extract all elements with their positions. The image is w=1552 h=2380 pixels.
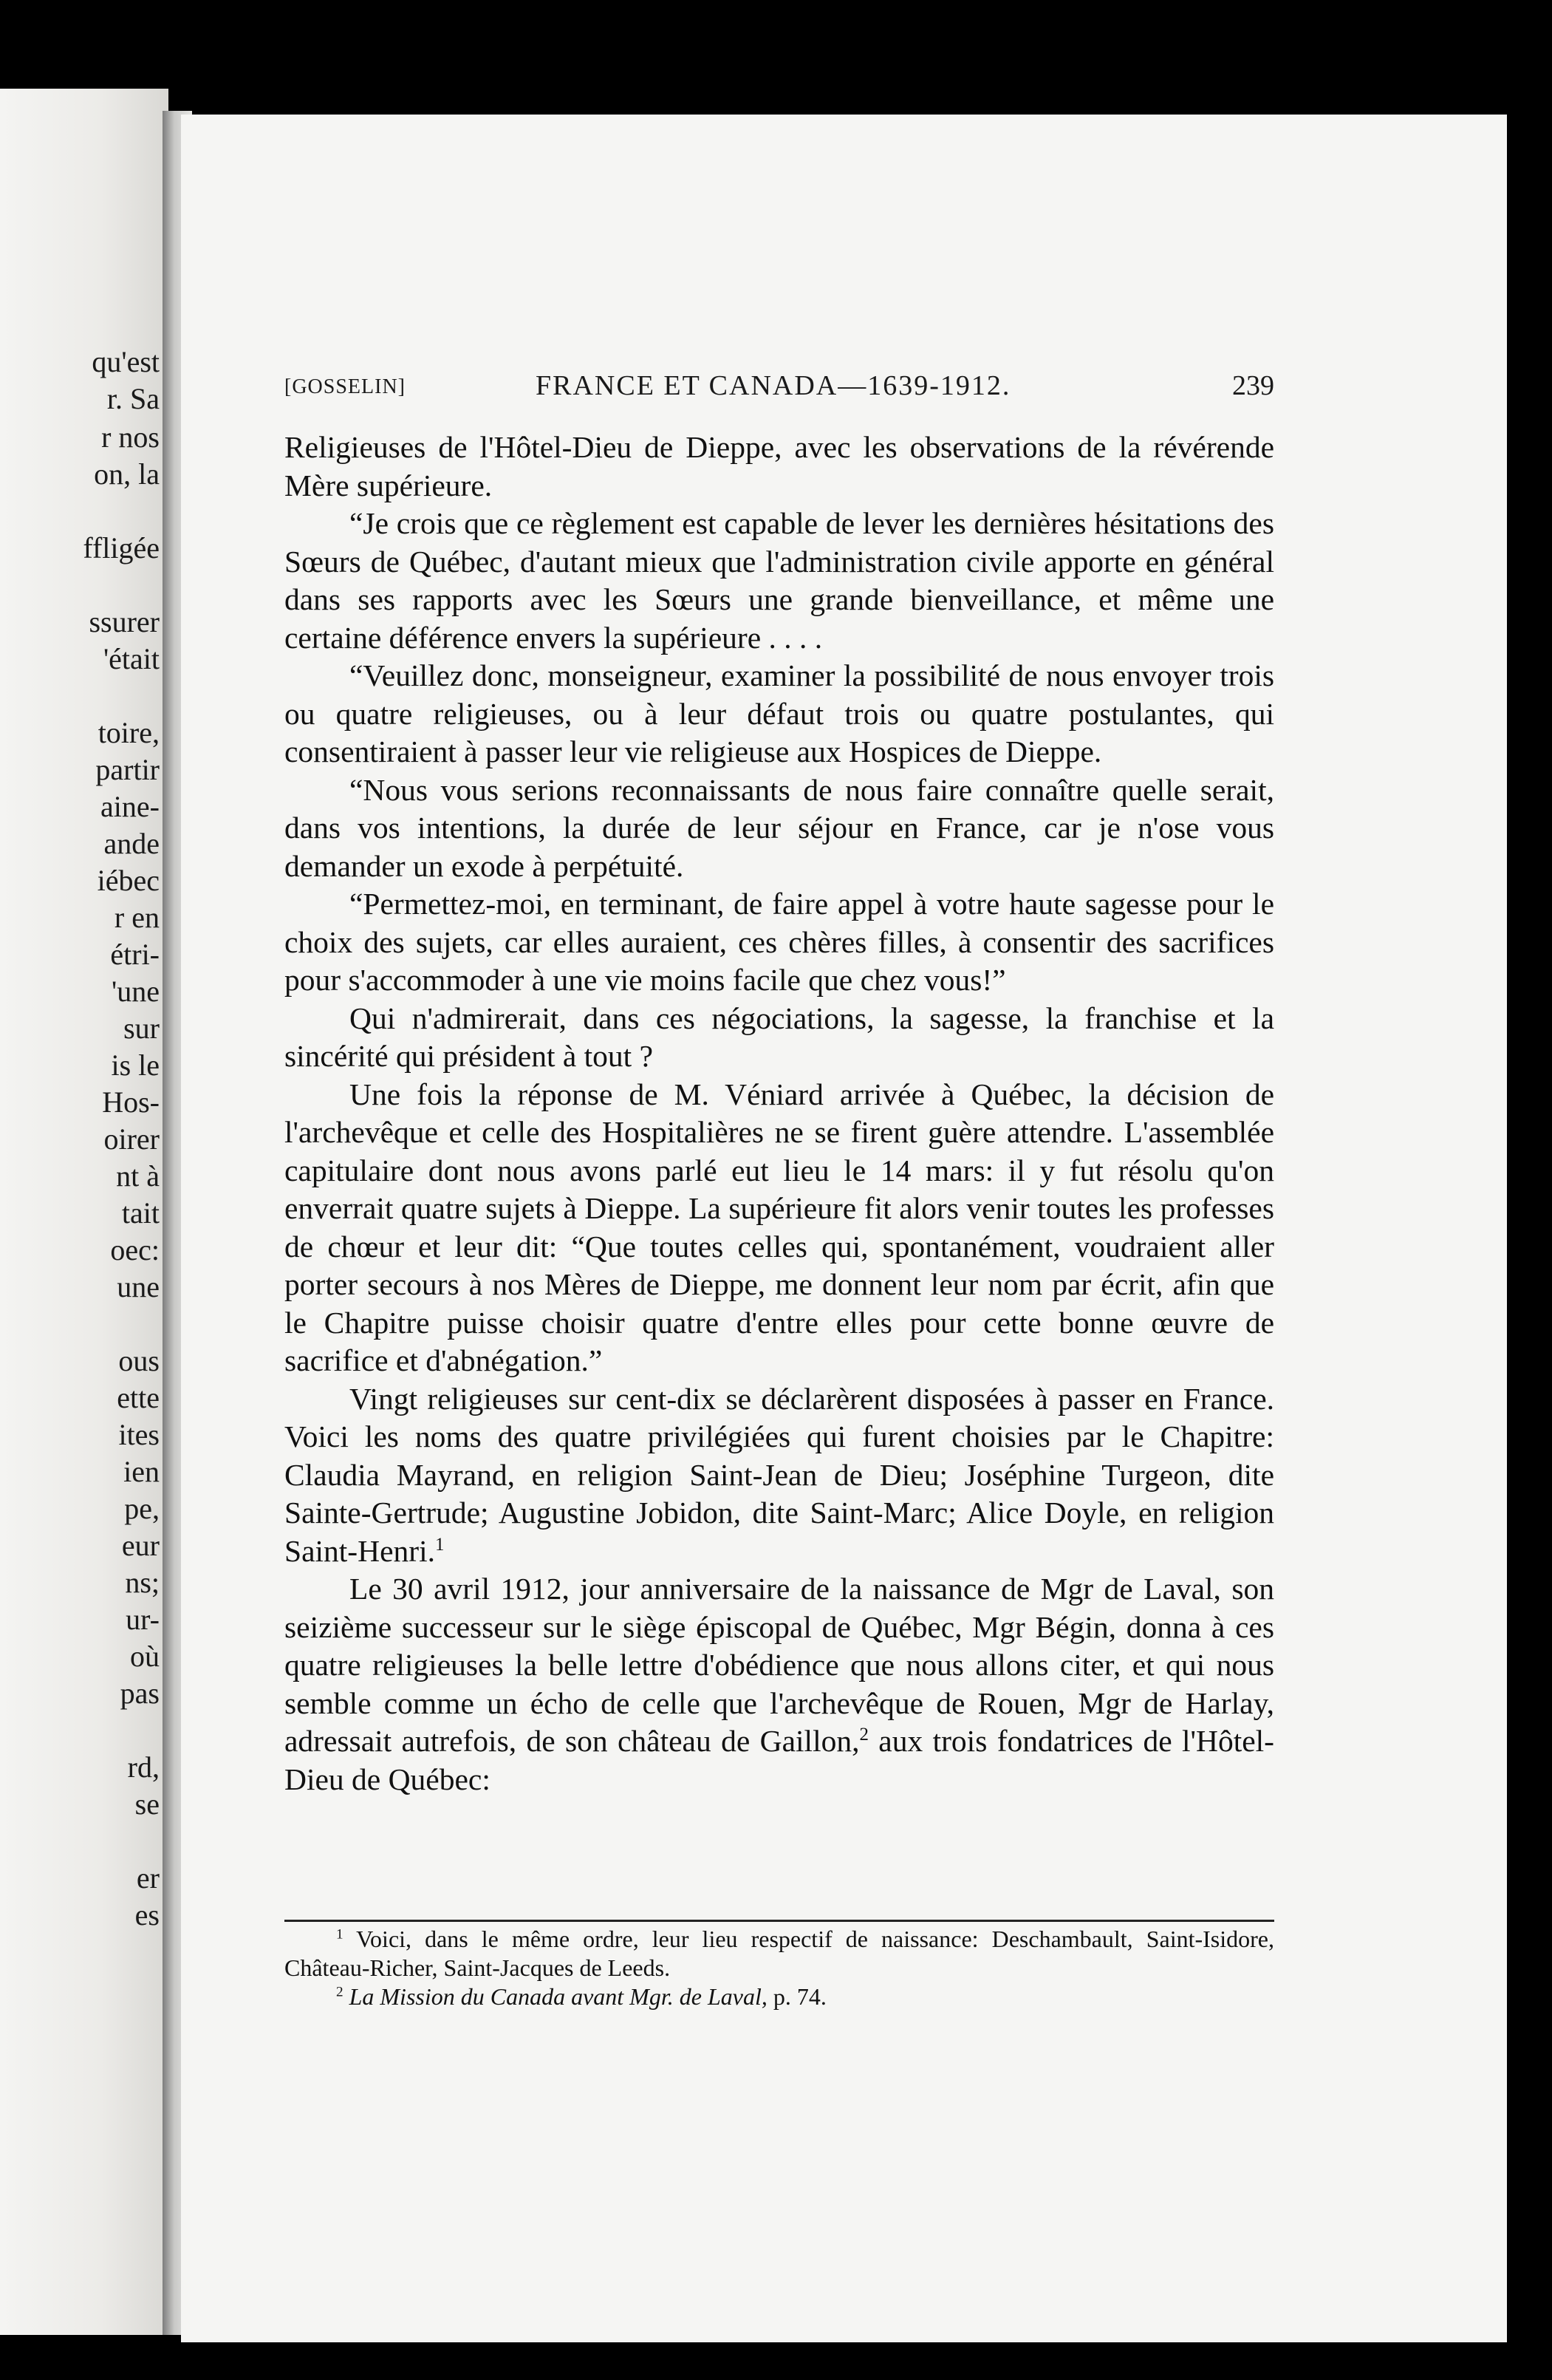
footnote-2 xyxy=(284,1982,1274,2011)
left-page-text-fragment: 'était xyxy=(103,642,160,675)
left-page-text-fragment: toire, xyxy=(98,716,160,749)
left-page-text-fragment: où xyxy=(130,1640,160,1673)
paragraph-text: Le 30 avril 1912, jour anniversaire de la naissance de Mgr de Laval, son seizième successeur sur le siège épiscopal de Québec, Mgr Bégin, donna à ces quatre religieuses la belle lettre d'obédience que nous allons citer, et qui nous semble comme un écho de celle que l'archevêque de Rouen, Mgr de Harlay, adressait autrefois, de son château de Gaillon, xyxy=(284,1572,1274,1758)
paragraph xyxy=(284,1380,1274,1571)
footnote-rule xyxy=(284,1920,1274,1922)
left-page-text-fragment: qu'est xyxy=(92,345,160,378)
footnote-number: 1 xyxy=(336,1926,343,1943)
paragraph-text: Vingt religieuses sur cent-dix se déclarèrent disposées à passer en France. Voici les noms des quatre privilégiées qui furent choisies par le Chapitre: Claudia Mayrand, en religion Saint-Jean de Dieu; Joséphine Turgeon, dite Sainte-Gertrude; Augustine Jobidon, dite Saint-Marc; Alice Doyle, en religion Saint-Henri. xyxy=(284,1381,1274,1568)
left-page-text-fragment: ns; xyxy=(125,1566,160,1599)
paragraph: “Nous vous serions reconnaissants de nous faire connaître quelle serait, dans vos intentions, la durée de leur séjour en France, car je n'ose vous demander un exode à perpétuité. xyxy=(284,772,1274,883)
left-page-text-fragment: partir xyxy=(95,753,160,786)
left-page-text-fragment: ien xyxy=(123,1455,160,1488)
left-page-text-fragment: ur- xyxy=(126,1603,160,1636)
paragraph: “Je crois que ce règlement est capable de lever les dernières hésitations des Sœurs de Québec, d'autant mieux que l'administration civile apporte en général dans ses rapports avec les Sœurs une grande bienveillance, et même une certaine déférence envers la supérieure . . . . xyxy=(284,506,1274,655)
footnote-title: La Mission du Canada avant Mgr. de Laval, xyxy=(343,1983,768,2010)
footnote-text: Voici, dans le même ordre, leur lieu respectif de naissance: Deschambault, Saint-Isidore, Château-Richer, Saint-Jacques de Leeds. xyxy=(284,1926,1274,1981)
left-page-text-fragment: oirer xyxy=(103,1122,160,1156)
paragraph: “Permettez-moi, en terminant, de faire appel à votre haute sagesse pour le choix des sujets, car elles auraient, ces chères filles, à consentir des sacrifices pour s'accommoder à une vie moins facile que chez vous!” xyxy=(284,887,1274,997)
footnote-number: 2 xyxy=(336,1984,343,2000)
footnote-text: p. 74. xyxy=(767,1983,827,2010)
left-page-text-fragment: is le xyxy=(111,1049,160,1082)
left-page-text-fragment: oec: xyxy=(110,1233,160,1266)
left-page-text-fragment: ffligée xyxy=(83,531,160,565)
left-page-text-fragment: eur xyxy=(121,1529,160,1562)
paragraph: Religieuses de l'Hôtel-Dieu de Dieppe, avec les observations de la révérende Mère supérieure. xyxy=(284,430,1274,502)
left-page-text-fragment: sur xyxy=(123,1012,160,1045)
left-page-text-fragment: Hos- xyxy=(102,1085,160,1119)
footnotes xyxy=(284,1925,1274,2011)
paragraph-text: aux trois fondatrices de l'Hôtel-Dieu de Québec: xyxy=(284,1724,1274,1796)
running-author: [GOSSELIN] xyxy=(284,375,406,398)
left-page-text-fragment: pe, xyxy=(124,1492,160,1525)
left-page-text-fragment: ous xyxy=(118,1344,160,1377)
left-page-fragment xyxy=(0,89,168,2335)
footnote-marker[interactable]: 1 xyxy=(435,1534,445,1555)
page-number: 239 xyxy=(1232,370,1274,401)
left-page-text-fragment: rd, xyxy=(127,1750,160,1784)
paragraph: “Veuillez donc, monseigneur, examiner la possibilité de nous envoyer trois ou quatre religieuses, ou à leur défaut trois ou quatre postulantes, qui consentiraient à passer leur vie religieuse aux Hospices de Dieppe. xyxy=(284,658,1274,768)
left-page-text-fragment: r nos xyxy=(101,420,160,454)
left-page-text-fragment: se xyxy=(134,1787,160,1821)
running-title: FRANCE ET CANADA—1639-1912. xyxy=(536,370,1011,401)
footnote-marker[interactable]: 2 xyxy=(859,1725,869,1745)
body-text xyxy=(284,429,1274,1798)
left-page-text-fragment: ites xyxy=(118,1418,160,1451)
paragraph xyxy=(284,1570,1274,1798)
left-page-text-fragment: aine- xyxy=(100,790,160,823)
left-page-text-fragment: ande xyxy=(103,827,160,860)
left-page-text-fragment: es xyxy=(134,1898,160,1931)
left-page-text-fragment: étri- xyxy=(110,938,160,971)
left-page-text-fragment: r en xyxy=(114,901,160,934)
left-page-text-fragment: ette xyxy=(117,1381,160,1414)
running-header xyxy=(284,369,1274,406)
left-page-text-fragment: tait xyxy=(121,1196,160,1230)
left-page-text-fragment: pas xyxy=(120,1677,160,1710)
left-page-text-fragment: nt à xyxy=(116,1159,160,1193)
left-page-text-fragment: iébec xyxy=(97,864,160,897)
left-page-text-fragment: on, la xyxy=(94,457,160,491)
left-page-text-fragment: 'une xyxy=(112,975,160,1008)
footnote-1 xyxy=(284,1925,1274,1982)
left-page-text-fragment: ssurer xyxy=(89,605,160,638)
paragraph: Une fois la réponse de M. Véniard arrivée à Québec, la décision de l'archevêque et celle des Hospitalières ne se firent guère attendre. L'assemblée capitulaire dont nous avons parlé eut lieu le 14 mars: il y fut résolu qu'on enverrait quatre sujets à Dieppe. La supérieure fit alors venir toutes les professes de chœur et leur dit: “Que toutes celles qui, spontanément, voudraient aller porter secours à nos Mères de Dieppe, me donnent leur nom par écrit, afin que le Chapitre puisse choisir quatre d'entre elles pour cette bonne œuvre de sacrifice et d'abnégation.” xyxy=(284,1077,1274,1377)
left-page-text-fragment: r. Sa xyxy=(106,382,160,415)
left-page-text-fragment: er xyxy=(136,1861,160,1895)
left-page-text-fragment: une xyxy=(117,1270,160,1303)
paragraph: Qui n'admirerait, dans ces négociations, la sagesse, la franchise et la sincérité qui président à tout ? xyxy=(284,1000,1274,1073)
